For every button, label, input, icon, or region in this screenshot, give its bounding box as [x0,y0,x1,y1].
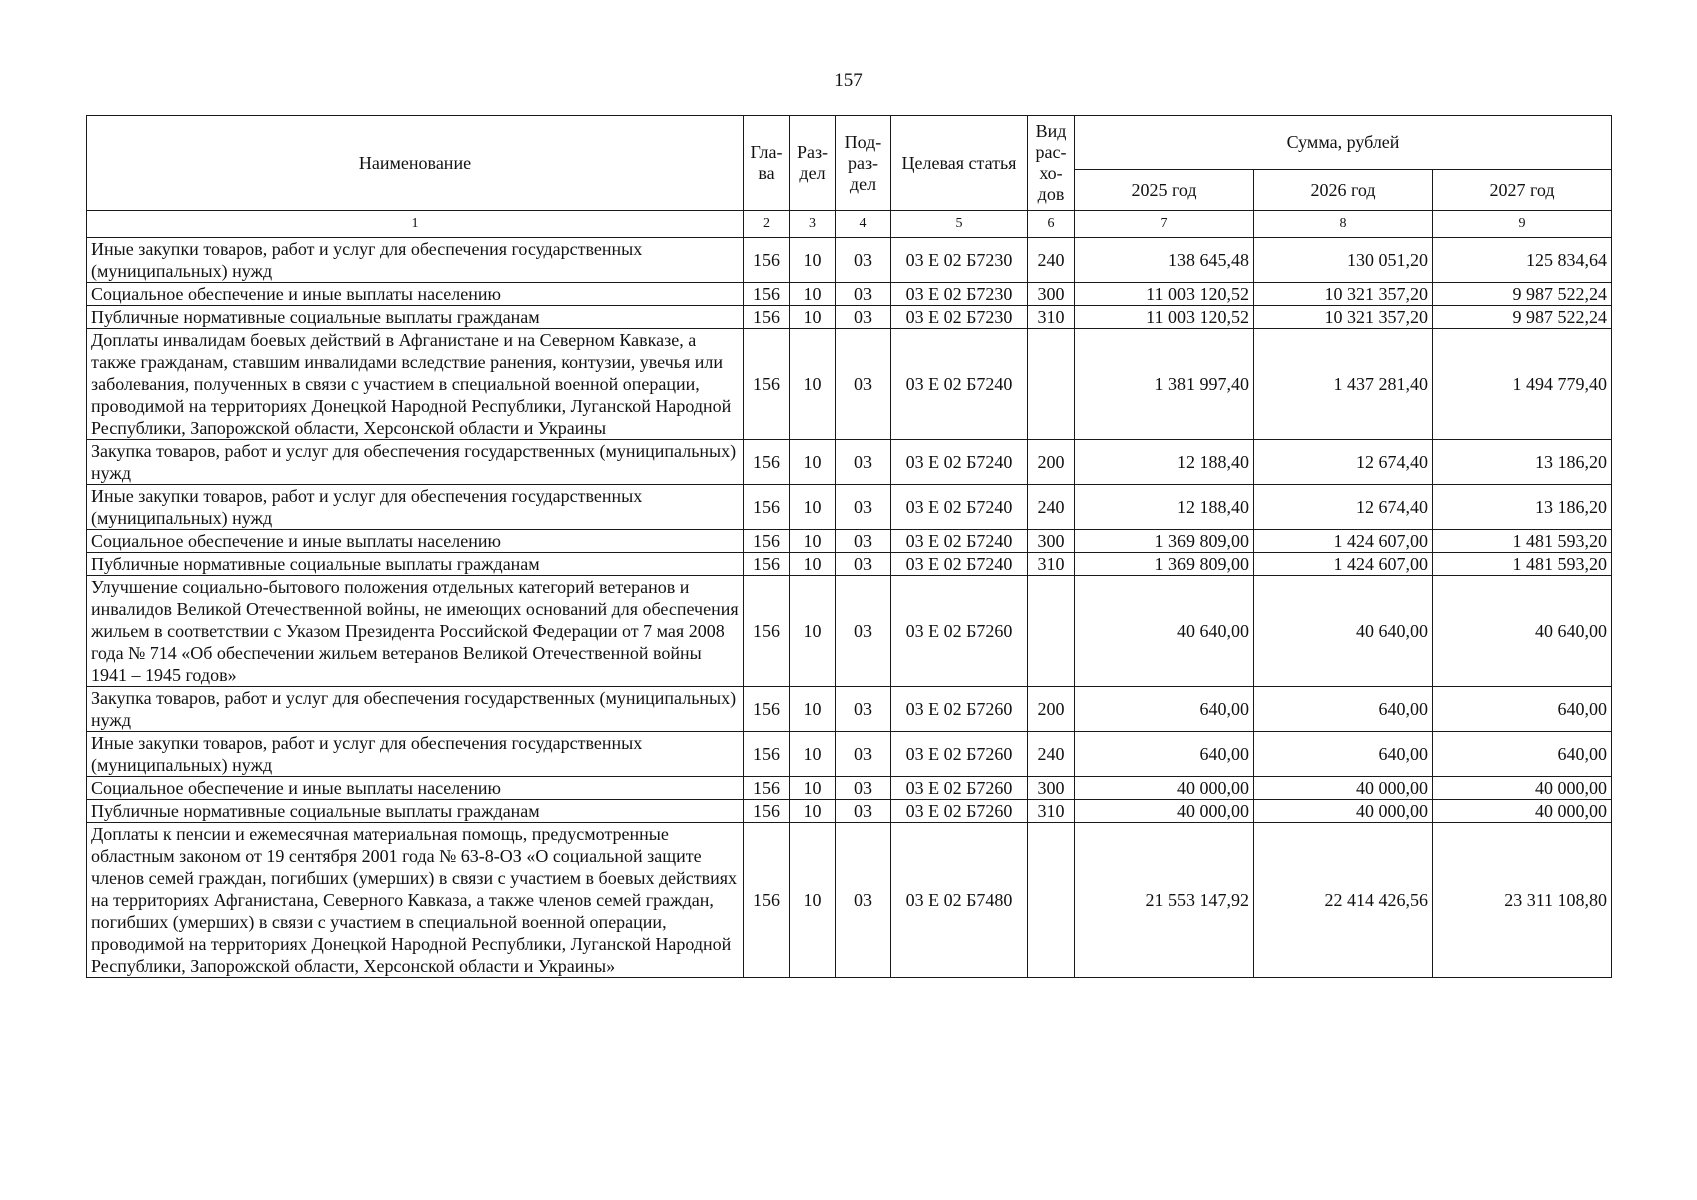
cell-target: 03 Е 02 Б7240 [891,440,1028,485]
cell-subsection: 03 [836,530,891,553]
cell-name: Улучшение социально-бытового положения отдельных категорий ветеранов и инвалидов Великой Отечественной войны, не имеющих оснований для обеспечения жильем в соответствии с Указом Президента Российской Федерации от 7 мая 2008 года № 714 «Об обеспечении жильем ветеранов Великой Отечественной войны 1941 – 1945 годов» [87,576,744,687]
cell-section: 10 [790,283,836,306]
cell-name: Социальное обеспечение и иные выплаты населению [87,283,744,306]
cell-amount-2025: 40 000,00 [1075,777,1254,800]
cell-subsection: 03 [836,306,891,329]
cell-section: 10 [790,823,836,978]
cell-expense-type: 300 [1028,777,1075,800]
cell-chapter: 156 [744,283,790,306]
cell-target: 03 Е 02 Б7230 [891,238,1028,283]
cell-amount-2025: 12 188,40 [1075,485,1254,530]
table-row [87,306,1612,329]
table-row [87,823,1612,978]
cell-amount-2025: 21 553 147,92 [1075,823,1254,978]
table-row [87,553,1612,576]
cell-section: 10 [790,576,836,687]
cell-expense-type: 240 [1028,238,1075,283]
cell-section: 10 [790,329,836,440]
cell-amount-2025: 11 003 120,52 [1075,306,1254,329]
cell-expense-type [1028,576,1075,687]
cell-amount-2027: 23 311 108,80 [1433,823,1612,978]
budget-table [86,115,1612,978]
cell-section: 10 [790,777,836,800]
cell-section: 10 [790,530,836,553]
cell-chapter: 156 [744,329,790,440]
cell-amount-2027: 13 186,20 [1433,485,1612,530]
cell-section: 10 [790,687,836,732]
cell-amount-2027: 40 000,00 [1433,800,1612,823]
cell-expense-type: 200 [1028,687,1075,732]
cell-target: 03 Е 02 Б7260 [891,687,1028,732]
table-row [87,485,1612,530]
header-chapter: Гла-ва [744,116,790,211]
cell-chapter: 156 [744,530,790,553]
cell-amount-2026: 1 424 607,00 [1254,530,1433,553]
cell-subsection: 03 [836,440,891,485]
cell-target: 03 Е 02 Б7230 [891,283,1028,306]
cell-amount-2026: 640,00 [1254,732,1433,777]
cell-subsection: 03 [836,800,891,823]
cell-amount-2025: 11 003 120,52 [1075,283,1254,306]
header-section: Раз-дел [790,116,836,211]
cell-chapter: 156 [744,823,790,978]
header-subsection: Под-раз-дел [836,116,891,211]
cell-amount-2026: 40 000,00 [1254,777,1433,800]
cell-amount-2027: 1 481 593,20 [1433,530,1612,553]
cell-amount-2027: 40 640,00 [1433,576,1612,687]
cell-amount-2026: 1 424 607,00 [1254,553,1433,576]
cell-amount-2027: 13 186,20 [1433,440,1612,485]
cell-section: 10 [790,440,836,485]
cell-amount-2027: 1 481 593,20 [1433,553,1612,576]
column-number: 6 [1028,211,1075,238]
cell-amount-2026: 12 674,40 [1254,440,1433,485]
cell-name: Социальное обеспечение и иные выплаты населению [87,530,744,553]
cell-expense-type: 240 [1028,485,1075,530]
header-year-2025: 2025 год [1075,170,1254,211]
column-number: 4 [836,211,891,238]
cell-amount-2025: 1 381 997,40 [1075,329,1254,440]
cell-expense-type: 240 [1028,732,1075,777]
table-body [87,211,1612,978]
cell-amount-2025: 138 645,48 [1075,238,1254,283]
cell-target: 03 Е 02 Б7260 [891,576,1028,687]
cell-name: Закупка товаров, работ и услуг для обеспечения государственных (муниципальных) нужд [87,687,744,732]
cell-expense-type [1028,329,1075,440]
cell-amount-2026: 12 674,40 [1254,485,1433,530]
cell-amount-2025: 40 640,00 [1075,576,1254,687]
cell-section: 10 [790,485,836,530]
header-name: Наименование [87,116,744,211]
cell-name: Закупка товаров, работ и услуг для обеспечения государственных (муниципальных) нужд [87,440,744,485]
table-row [87,800,1612,823]
cell-chapter: 156 [744,238,790,283]
header-year-2027: 2027 год [1433,170,1612,211]
cell-subsection: 03 [836,823,891,978]
table-row [87,687,1612,732]
cell-target: 03 Е 02 Б7260 [891,777,1028,800]
cell-amount-2027: 9 987 522,24 [1433,283,1612,306]
column-number: 5 [891,211,1028,238]
table-row [87,329,1612,440]
cell-section: 10 [790,800,836,823]
cell-name: Доплаты инвалидам боевых действий в Афганистане и на Северном Кавказе, а также гражданам, ставшим инвалидами вследствие ранения, контузии, увечья или заболевания, полученных в связи с участием в специальной военной операции, проводимой на территориях Донецкой Народной Республики, Луганской Народной Республики, Запорожской области, Херсонской области и Украины [87,329,744,440]
cell-chapter: 156 [744,800,790,823]
cell-subsection: 03 [836,238,891,283]
cell-section: 10 [790,238,836,283]
cell-chapter: 156 [744,777,790,800]
cell-amount-2026: 40 000,00 [1254,800,1433,823]
header-year-2026: 2026 год [1254,170,1433,211]
cell-amount-2027: 1 494 779,40 [1433,329,1612,440]
cell-subsection: 03 [836,732,891,777]
header-sum: Сумма, рублей [1075,116,1612,170]
cell-amount-2027: 640,00 [1433,687,1612,732]
cell-target: 03 Е 02 Б7240 [891,530,1028,553]
table-row [87,530,1612,553]
cell-amount-2026: 40 640,00 [1254,576,1433,687]
table-row [87,576,1612,687]
cell-chapter: 156 [744,440,790,485]
cell-amount-2025: 1 369 809,00 [1075,530,1254,553]
cell-name: Иные закупки товаров, работ и услуг для обеспечения государственных (муниципальных) нужд [87,485,744,530]
cell-chapter: 156 [744,306,790,329]
cell-amount-2025: 12 188,40 [1075,440,1254,485]
cell-target: 03 Е 02 Б7240 [891,329,1028,440]
cell-amount-2027: 9 987 522,24 [1433,306,1612,329]
cell-section: 10 [790,732,836,777]
cell-name: Публичные нормативные социальные выплаты гражданам [87,800,744,823]
cell-amount-2026: 1 437 281,40 [1254,329,1433,440]
cell-section: 10 [790,553,836,576]
cell-target: 03 Е 02 Б7260 [891,732,1028,777]
cell-target: 03 Е 02 Б7240 [891,485,1028,530]
table-row [87,238,1612,283]
cell-amount-2027: 40 000,00 [1433,777,1612,800]
cell-expense-type: 300 [1028,283,1075,306]
cell-expense-type: 310 [1028,800,1075,823]
cell-chapter: 156 [744,687,790,732]
cell-name: Иные закупки товаров, работ и услуг для обеспечения государственных (муниципальных) нужд [87,238,744,283]
cell-section: 10 [790,306,836,329]
cell-subsection: 03 [836,485,891,530]
cell-subsection: 03 [836,777,891,800]
cell-chapter: 156 [744,553,790,576]
cell-amount-2025: 1 369 809,00 [1075,553,1254,576]
table-row [87,732,1612,777]
cell-name: Публичные нормативные социальные выплаты гражданам [87,553,744,576]
header-expense-type: Вид рас-хо-дов [1028,116,1075,211]
cell-subsection: 03 [836,553,891,576]
cell-amount-2026: 640,00 [1254,687,1433,732]
cell-subsection: 03 [836,576,891,687]
cell-chapter: 156 [744,732,790,777]
column-number: 8 [1254,211,1433,238]
cell-amount-2025: 40 000,00 [1075,800,1254,823]
cell-target: 03 Е 02 Б7260 [891,800,1028,823]
header-target: Целевая статья [891,116,1028,211]
column-number: 2 [744,211,790,238]
cell-name: Иные закупки товаров, работ и услуг для обеспечения государственных (муниципальных) нужд [87,732,744,777]
cell-expense-type [1028,823,1075,978]
cell-chapter: 156 [744,576,790,687]
cell-amount-2025: 640,00 [1075,732,1254,777]
cell-amount-2026: 22 414 426,56 [1254,823,1433,978]
cell-subsection: 03 [836,329,891,440]
cell-subsection: 03 [836,687,891,732]
cell-expense-type: 200 [1028,440,1075,485]
cell-amount-2026: 10 321 357,20 [1254,306,1433,329]
cell-amount-2026: 130 051,20 [1254,238,1433,283]
cell-target: 03 Е 02 Б7230 [891,306,1028,329]
table-row [87,777,1612,800]
cell-expense-type: 300 [1028,530,1075,553]
table-header [87,116,1612,211]
column-number: 7 [1075,211,1254,238]
cell-expense-type: 310 [1028,553,1075,576]
cell-amount-2027: 125 834,64 [1433,238,1612,283]
column-number: 3 [790,211,836,238]
column-number-row [87,211,1612,238]
cell-chapter: 156 [744,485,790,530]
cell-name: Доплаты к пенсии и ежемесячная материальная помощь, предусмотренные областным законом от 19 сентября 2001 года № 63-8-ОЗ «О социальной защите членов семей граждан, погибших (умерших) в связи с участием в боевых действиях на территориях Афганистана, Северного Кавказа, а также членов семей граждан, погибших (умерших) в связи с участием в специальной военной операции, проводимой на территориях Донецкой Народной Республики, Луганской Народной Республики, Запорожской области, Херсонской области и Украины» [87,823,744,978]
table-row [87,283,1612,306]
table-row [87,440,1612,485]
cell-amount-2027: 640,00 [1433,732,1612,777]
cell-amount-2026: 10 321 357,20 [1254,283,1433,306]
cell-amount-2025: 640,00 [1075,687,1254,732]
page-number: 157 [834,70,863,91]
cell-subsection: 03 [836,283,891,306]
cell-name: Публичные нормативные социальные выплаты гражданам [87,306,744,329]
column-number: 1 [87,211,744,238]
cell-target: 03 Е 02 Б7240 [891,553,1028,576]
cell-expense-type: 310 [1028,306,1075,329]
column-number: 9 [1433,211,1612,238]
cell-target: 03 Е 02 Б7480 [891,823,1028,978]
cell-name: Социальное обеспечение и иные выплаты населению [87,777,744,800]
